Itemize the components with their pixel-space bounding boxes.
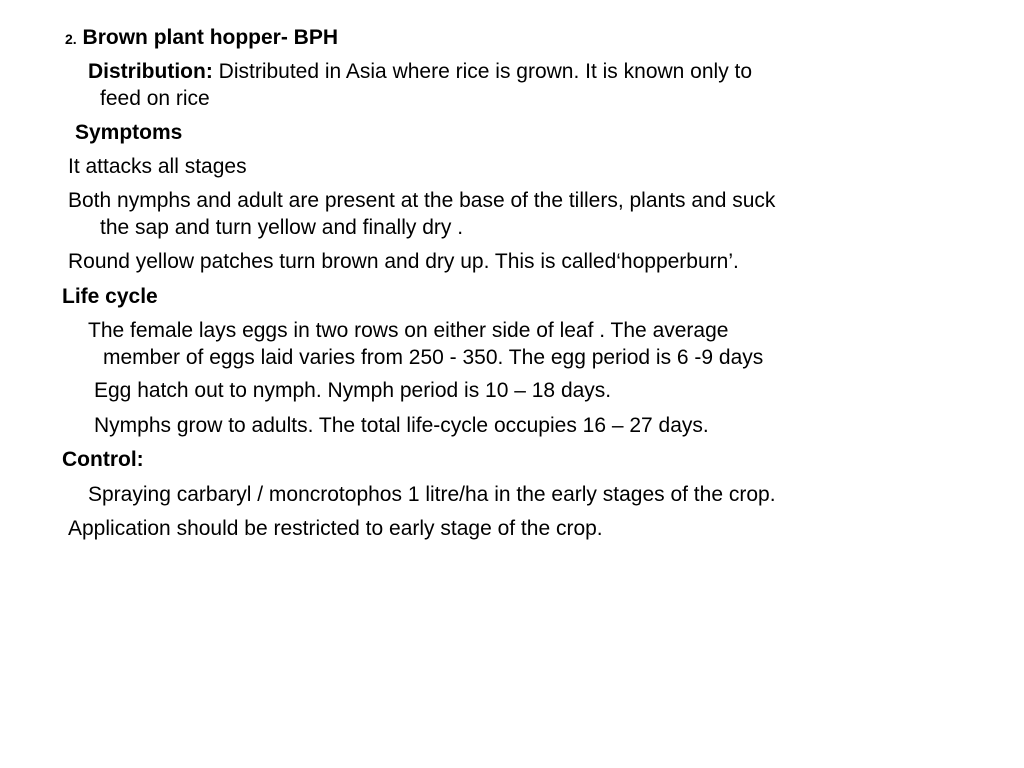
symptoms-item2-line1: Both nymphs and adult are present at the base of the tillers, plants and suck [68, 189, 776, 212]
life-cycle-item1-line1: The female lays eggs in two rows on either side of leaf . The average [88, 319, 729, 342]
distribution-text-line2: feed on rice [100, 87, 210, 110]
distribution-label: Distribution: [88, 60, 213, 83]
symptoms-item1: It attacks all stages [68, 155, 247, 178]
symptoms-item2-line2: the sap and turn yellow and finally dry . [100, 216, 464, 239]
heading-title: Brown plant hopper- BPH [82, 26, 339, 49]
heading-line [65, 24, 338, 53]
symptoms-item3: Round yellow patches turn brown and dry up. This is called‘hopperburn’. [68, 250, 739, 273]
life-cycle-item2: Egg hatch out to nymph. Nymph period is 10 – 18 days. [94, 379, 612, 402]
distribution-line1 [88, 58, 752, 85]
life-cycle-item3: Nymphs grow to adults. The total life-cycle occupies 16 – 27 days. [94, 414, 709, 437]
control-item2: Application should be restricted to early stage of the crop. [68, 517, 603, 540]
control-item1: Spraying carbaryl / moncrotophos 1 litre/ha in the early stages of the crop. [88, 483, 776, 506]
control-heading: Control: [62, 448, 144, 471]
distribution-text-line1: Distributed in Asia where rice is grown. It is known only to [218, 60, 753, 83]
life-cycle-item1-line2: member of eggs laid varies from 250 - 350. The egg period is 6 -9 days [103, 346, 764, 369]
heading-number: 2. [65, 31, 77, 47]
symptoms-heading: Symptoms [75, 121, 183, 144]
life-cycle-heading: Life cycle [62, 285, 158, 308]
